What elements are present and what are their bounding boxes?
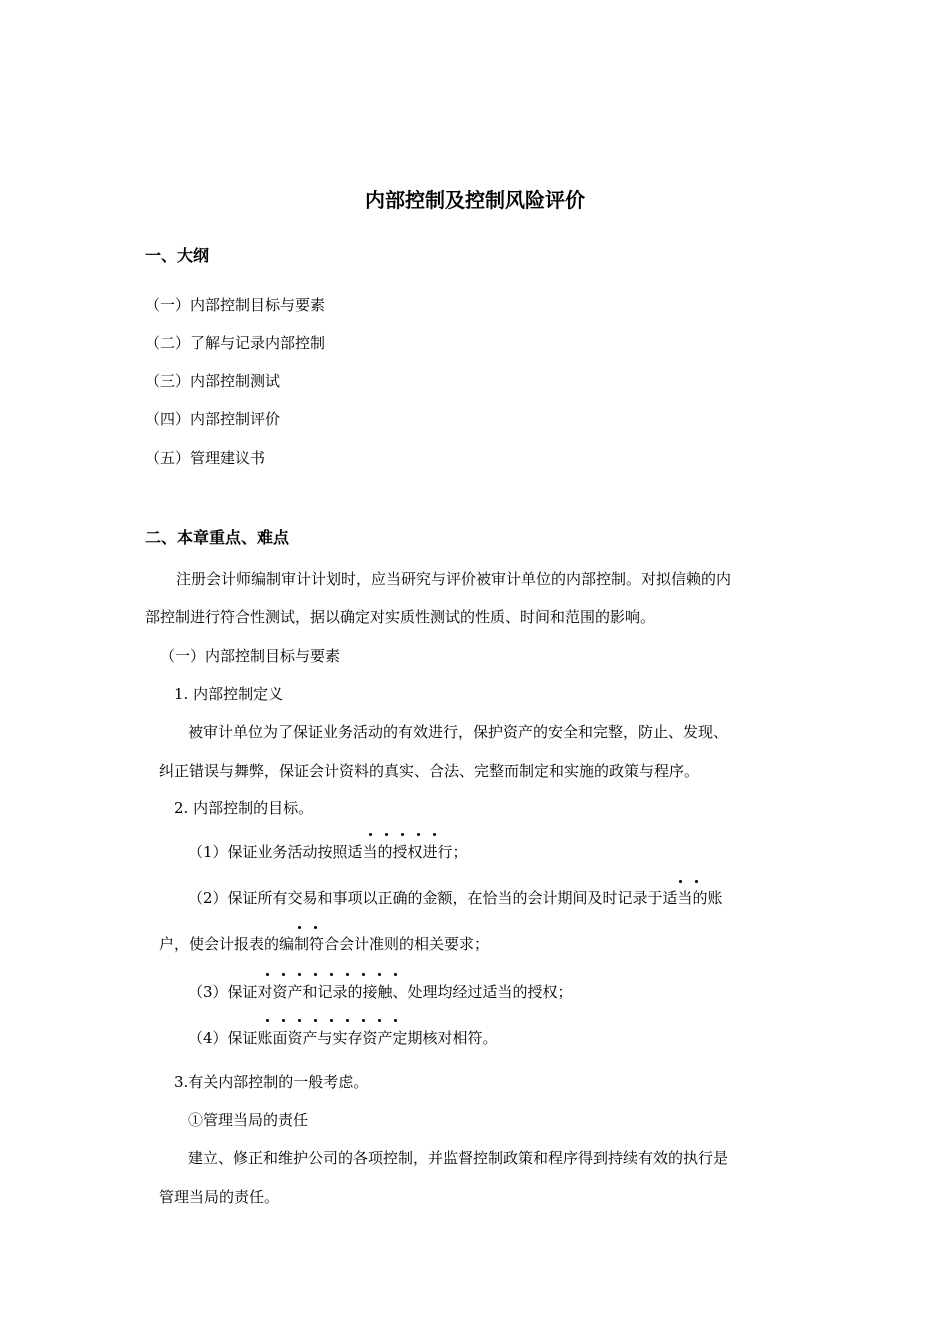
outline-item: （五）管理建议书 <box>145 449 266 467</box>
subsection-heading: （一）内部控制目标与要素 <box>160 647 341 665</box>
definition-line: 纠正错误与舞弊，保证会计资料的真实、合法、完整而制定和实施的政策与程序。 <box>159 762 700 780</box>
page-title: 内部控制及控制风险评价 <box>365 188 585 212</box>
consideration-line: 管理当局的责任。 <box>159 1188 280 1206</box>
consideration-line: 建立、修正和维护公司的各项控制，并监督控制政策和程序得到持续有效的执行是 <box>188 1149 729 1167</box>
goal-item: （4）保证账面资产与实存资产定期核对相符。 <box>188 1029 498 1047</box>
section-heading-outline: 一、大纲 <box>145 246 210 265</box>
intro-paragraph-line: 注册会计师编制审计计划时，应当研究与评价被审计单位的内部控制。对拟信赖的内 <box>176 570 732 588</box>
goal-item: （1）保证业务活动按照适当的授权进行； <box>188 843 468 861</box>
goal-item: （3）保证对资产和记录的接触、处理均经过适当的授权； <box>188 983 573 1001</box>
outline-item: （二）了解与记录内部控制 <box>145 334 326 352</box>
goals-heading: 2. 内部控制的目标。 <box>174 799 314 817</box>
goal-item-continuation: 户，使会计报表的编制符合会计准则的相关要求； <box>159 935 490 953</box>
intro-paragraph-line: 部控制进行符合性测试，据以确定对实质性测试的性质、时间和范围的影响。 <box>145 608 656 626</box>
outline-item: （一）内部控制目标与要素 <box>145 296 326 314</box>
consideration-subheading: ①管理当局的责任 <box>188 1111 309 1129</box>
goal-item: （2）保证所有交易和事项以正确的金额，在恰当的会计期间及时记录于适当的账 <box>188 889 723 907</box>
section-heading-key-points: 二、本章重点、难点 <box>145 528 290 547</box>
consideration-heading: 3.有关内部控制的一般考虑。 <box>174 1073 369 1091</box>
definition-line: 被审计单位为了保证业务活动的有效进行，保护资产的安全和完整，防止、发现、 <box>188 723 729 741</box>
definition-heading: 1. 内部控制定义 <box>174 685 284 703</box>
outline-item: （四）内部控制评价 <box>145 410 281 428</box>
outline-item: （三）内部控制测试 <box>145 372 281 390</box>
